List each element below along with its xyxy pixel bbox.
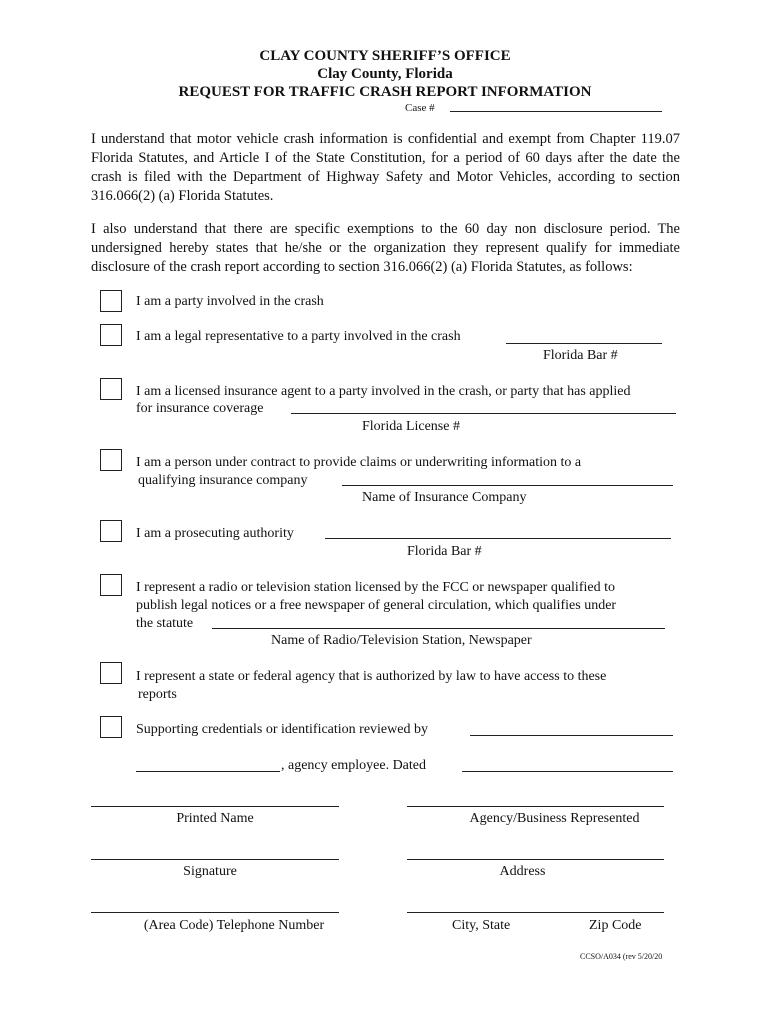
agency-name: CLAY COUNTY SHERIFF’S OFFICE — [259, 48, 511, 64]
legal-representative-label: I am a legal representative to a party involved in the crash — [136, 329, 461, 344]
dated-field[interactable] — [462, 771, 673, 772]
insurance-agent-checkbox[interactable] — [100, 378, 122, 400]
signature-caption: Signature — [183, 864, 237, 879]
media-label-line1: I represent a radio or television station licensed by the FCC or newspaper qualified to — [136, 580, 615, 595]
address-caption: Address — [499, 864, 546, 879]
agency-business-caption: Agency/Business Represented — [469, 811, 640, 826]
media-label-line3: the statute — [136, 616, 194, 631]
printed-name-caption: Printed Name — [176, 811, 254, 826]
insurance-company-field[interactable] — [342, 485, 673, 486]
case-label: Case # — [405, 102, 435, 114]
agency-employee-field[interactable] — [136, 771, 280, 772]
form-title: REQUEST FOR TRAFFIC CRASH REPORT INFORMATION — [178, 84, 592, 100]
state-federal-agency-checkbox[interactable] — [100, 662, 122, 684]
printed-name-field[interactable] — [91, 806, 339, 807]
credentials-label: Supporting credentials or identification reviewed by — [136, 722, 428, 737]
confidentiality-paragraph: I understand that motor vehicle crash information is confidential and exempt from Chapter 119.07 Florida Statutes, and Article I of the State Constitution, for a period of 60 days after the date the crash is filed with the Department of Highway Safety and Motor Vehicles, according to section 316.066(2) (a) Florida Statutes. — [91, 131, 680, 204]
agency-location: Clay County, Florida — [317, 66, 453, 82]
legal-representative-checkbox[interactable] — [100, 324, 122, 346]
legal-florida-bar-field[interactable] — [506, 343, 662, 344]
contract-label-line1: I am a person under contract to provide claims or underwriting information to a — [136, 455, 582, 470]
exemption-paragraph: I also understand that there are specific exemptions to the 60 day non disclosure period. The undersigned hereby states that he/she or the organization they represent qualify for immediate disclosure of the crash report according to section 316.066(2) (a) Florida Statutes, as follows: — [91, 221, 680, 275]
media-label-line2: publish legal notices or a free newspaper of general circulation, which qualifies under — [136, 598, 617, 613]
reviewed-by-field[interactable] — [470, 735, 673, 736]
insurance-company-caption: Name of Insurance Company — [362, 490, 527, 505]
credentials-checkbox[interactable] — [100, 716, 122, 738]
insurance-agent-label-line2: for insurance coverage — [136, 401, 264, 416]
contract-label-line2: qualifying insurance company — [138, 473, 308, 488]
florida-license-caption: Florida License # — [362, 419, 460, 434]
address-field[interactable] — [407, 859, 664, 860]
form-code: CCSO/A034 (rev 5/20/20 — [580, 952, 663, 961]
party-option-label: I am a party involved in the crash — [136, 294, 324, 309]
signature-field[interactable] — [91, 859, 339, 860]
station-newspaper-field[interactable] — [212, 628, 665, 629]
state-federal-agency-label-line1: I represent a state or federal agency that is authorized by law to have access to these — [136, 669, 607, 684]
prosecuting-authority-label: I am a prosecuting authority — [136, 526, 294, 541]
station-newspaper-caption: Name of Radio/Television Station, Newspaper — [271, 633, 532, 648]
legal-florida-bar-caption: Florida Bar # — [543, 348, 618, 363]
city-state-caption: City, State — [452, 918, 511, 933]
zip-code-caption: Zip Code — [589, 918, 642, 933]
telephone-caption: (Area Code) Telephone Number — [143, 918, 325, 933]
agency-business-field[interactable] — [407, 806, 664, 807]
state-federal-agency-label-line2: reports — [138, 687, 177, 702]
telephone-field[interactable] — [91, 912, 339, 913]
contract-checkbox[interactable] — [100, 449, 122, 471]
prosecuting-florida-bar-caption: Florida Bar # — [407, 544, 482, 559]
case-number-field[interactable] — [450, 111, 662, 112]
prosecuting-authority-checkbox[interactable] — [100, 520, 122, 542]
prosecuting-florida-bar-field[interactable] — [325, 538, 671, 539]
city-state-zip-field[interactable] — [407, 912, 664, 913]
florida-license-field[interactable] — [291, 413, 676, 414]
media-checkbox[interactable] — [100, 574, 122, 596]
party-checkbox[interactable] — [100, 290, 122, 312]
agency-employee-dated-label: , agency employee. Dated — [281, 758, 426, 773]
insurance-agent-label-line1: I am a licensed insurance agent to a party involved in the crash, or party that has applied — [136, 384, 631, 399]
